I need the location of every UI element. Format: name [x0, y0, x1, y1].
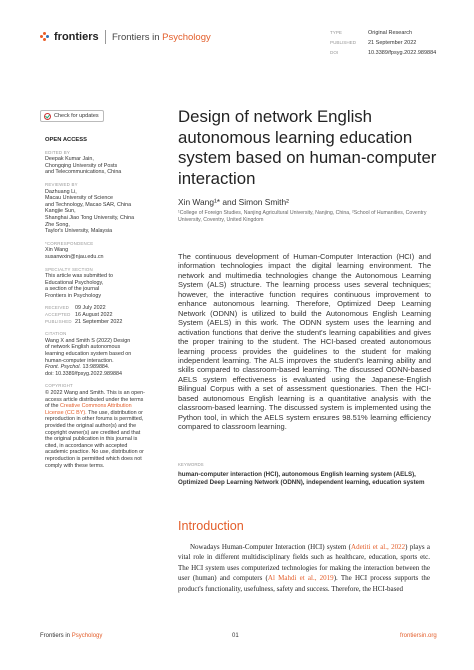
correspondence-name: Xin Wang [45, 247, 69, 254]
date-value: 09 July 2022 [75, 305, 106, 312]
frontiersin-link[interactable]: frontiersin.org [400, 633, 437, 639]
date-received [45, 305, 147, 312]
meta-value: Original Research [368, 30, 413, 36]
article-title: Design of network English autonomous learning education system based on human-computer interaction [178, 107, 437, 188]
reviewed-by-line: and Technology, Macao SAR, China [45, 201, 132, 208]
correspondence-email-link[interactable]: susanwxin@njau.edu.cn [45, 253, 104, 260]
citation-journal-line [45, 364, 147, 371]
open-access-label: OPEN ACCESS [45, 137, 87, 143]
specialty-line: Educational Psychology, [45, 279, 104, 286]
citation-link[interactable]: Adetiti et al., 2022 [351, 543, 406, 551]
intro-text: ). The HCI process supports the product's functionality, usefulness, safety and success. Therefore, the HCI-based [178, 574, 430, 593]
reviewed-by-line: Dazhuang Li, [45, 188, 77, 195]
meta-type [330, 28, 436, 38]
reviewed-by-line: Zhe Song, [45, 221, 70, 228]
date-published [45, 319, 147, 326]
correspondence-heading: *CORRESPONDENCE [45, 240, 94, 246]
date-label: PUBLISHED [45, 318, 72, 324]
citation-journal: Front. Psychol. [45, 364, 81, 371]
meta-doi[interactable] [330, 48, 436, 58]
logo-text: frontiers [54, 31, 99, 43]
meta-published [330, 38, 436, 48]
citation-link[interactable]: Al Mahdi et al., 2019 [267, 574, 334, 583]
meta-label: PUBLISHED [330, 40, 357, 45]
copyright-part: © 2022 Wang and Smith. This is an open-access article distributed under the terms of the [45, 390, 145, 410]
specialty-line: Frontiers in Psychology [45, 292, 102, 299]
citation-line: Wang X and Smith S (2022) Design [45, 337, 131, 344]
citation-line: human-computer interaction. [45, 357, 114, 364]
date-label: ACCEPTED [45, 312, 71, 318]
keywords-heading: KEYWORDS [178, 462, 204, 467]
intro-text: Nowadays Human-Computer Interaction (HCI) system ( [190, 543, 352, 551]
header-divider [105, 30, 106, 44]
date-value: 21 September 2022 [75, 318, 123, 325]
author-affiliations: ¹College of Foreign Studies, Nanjing Agricultural University, Nanjing, China, ²School of Humanities, Coventry University, Coventry, United Kingdom [178, 210, 427, 223]
citation-volume: 13:989884. [80, 364, 110, 371]
footer-journal-accent: Psychology [71, 633, 103, 639]
reviewed-by-heading: REVIEWED BY [45, 181, 78, 187]
article-abstract: The continuous development of Human-Computer Interaction (HCI) and information technologies impact the digital learning environment. The network and multimedia technologies change the Autonomous Learning System (ALS) structure. The learning process uses several techniques; however, the interactive function requires continuous improvement to enhance autonomous learning. Therefore, Optimized Deep Learning Network (ODNN) is utilized to build the Autonomous English Learning System (AELS) in this work. The ODNN system uses the learning and activation functions that derive the student's learning capabilities and gives the proper training to the student. The HCI-based created autonomous learning process provides the guidelines to the student for making independent learning. The ALS improves the student's learning ability and skills compared to classroom-based learning. The discussed ODNN-based AELS system effectiveness is evaluated using the Japanese-English Bilingual Corpus with a set of assessment questionaries. Then the HCI-based autonomous English learning is a quantitative analysis with the classroom-based learning. The discussed system is implemented using the Python tool, in which the AELS system ensures 98.51% learning efficiency compared to classroom learning. [178, 252, 431, 432]
introduction-heading: Introduction [178, 519, 244, 533]
specialty-heading: SPECIALTY SECTION [45, 266, 93, 272]
footer-journal-prefix: Frontiers in [40, 633, 72, 639]
date-value: 16 August 2022 [75, 312, 113, 319]
reviewed-by-line: Macau University of Science [45, 195, 114, 202]
citation-line: of network English autonomous [45, 344, 121, 351]
article-dates [45, 305, 147, 325]
introduction-paragraph [178, 542, 430, 594]
edited-by-line: Chongqing University of Posts [45, 162, 118, 169]
check-updates-label: Check for updates [54, 113, 99, 119]
meta-value: 21 September 2022 [368, 40, 417, 46]
footer-journal [40, 633, 102, 639]
copyright-part: The use, distribution or reproduction in other forums is permitted, provided the original author(s) and the copyright owner(s) are credited and that the original publication in this journal is cited, in accordance with accepted academic practice. No use, distribution or reproduction is permitted which does not comply with these terms. [45, 409, 144, 469]
article-sidebar [45, 137, 147, 469]
edited-by-line: and Telecommunications, China [45, 169, 122, 176]
citation-line: learning education system based on [45, 351, 132, 358]
citation-heading: CITATION [45, 331, 67, 337]
meta-value[interactable]: 10.3389/fpsyg.2022.989884 [368, 50, 437, 56]
frontiers-logo[interactable] [40, 31, 99, 43]
date-accepted [45, 312, 147, 319]
reviewed-by-line: Shanghai Jiao Tong University, China [45, 214, 135, 221]
article-meta [330, 28, 436, 58]
cc-by-license-link[interactable]: Creative Commons Attribution License (CC BY). [45, 403, 132, 416]
journal-prefix: Frontiers in [112, 32, 163, 43]
article-authors: Xin Wang¹* and Simon Smith² [178, 197, 289, 207]
journal-name[interactable] [112, 32, 211, 43]
meta-label: DOI [330, 50, 339, 55]
citation-doi[interactable]: doi: 10.3389/fpsyg.2022.989884 [45, 370, 123, 377]
edited-by-heading: EDITED BY [45, 149, 70, 155]
keywords-list: human-computer interaction (HCI), autonomous English learning system (AELS), Optimized Deep Learning Network (ODNN), independent learning, education system [178, 471, 425, 487]
specialty-line: a section of the journal [45, 286, 100, 293]
reviewed-by-line: Taylor's University, Malaysia [45, 228, 113, 235]
intro-text: ) plays a vital role in different multidisciplinary fields such as healthcare, education, sports etc. The HCI system uses computerized technologies for making the interaction between the user (human) and computers ( [178, 543, 430, 583]
specialty-line: This article was submitted to [45, 273, 114, 280]
check-updates-icon [44, 113, 51, 120]
journal-accent: Psychology [162, 32, 211, 43]
date-label: RECEIVED [45, 305, 70, 311]
page-number: 01 [232, 633, 239, 639]
frontiers-logo-icon [40, 32, 50, 42]
meta-label: TYPE [330, 30, 342, 35]
reviewed-by-line: Kangjie Sun, [45, 208, 76, 215]
copyright-text [45, 390, 147, 469]
edited-by-line: Deepak Kumar Jain, [45, 156, 94, 163]
check-for-updates-button[interactable] [40, 110, 104, 122]
copyright-heading: COPYRIGHT [45, 383, 73, 389]
